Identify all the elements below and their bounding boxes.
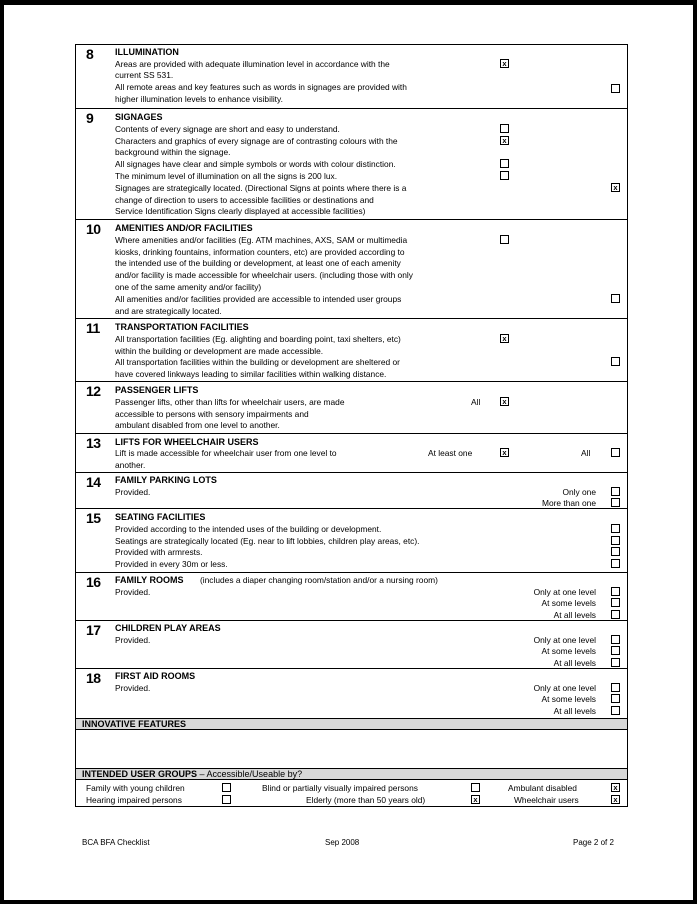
section-number: 8 <box>86 46 94 62</box>
section-text: Provided. <box>115 635 151 645</box>
checkbox[interactable] <box>611 524 620 533</box>
section-title: FAMILY PARKING LOTS <box>115 475 217 485</box>
checkbox[interactable] <box>611 706 620 715</box>
section-text: Provided in every 30m or less. <box>115 559 228 569</box>
option-label: More than one <box>541 498 596 508</box>
checkbox[interactable] <box>611 646 620 655</box>
section-text: Provided according to the intended uses of the building or development. <box>115 524 382 534</box>
section-text: All remote areas and key features such as words in signages are provided with <box>115 82 407 92</box>
section-title: FIRST AID ROOMS <box>115 671 196 681</box>
scan-border-bottom <box>0 900 697 904</box>
section-title: AMENITIES AND/OR FACILITIES <box>115 223 253 233</box>
checkbox-checked[interactable]: x <box>611 783 620 792</box>
section-text: All transportation facilities (Eg. alighting and boarding point, taxi shelters, etc) <box>115 334 401 344</box>
option-label: At some levels <box>541 694 596 704</box>
option-label: All <box>581 448 591 458</box>
section-title: ILLUMINATION <box>115 47 179 57</box>
section-text: have covered linkways leading to similar facilities within walking distance. <box>115 369 387 379</box>
option-label: At some levels <box>541 646 596 656</box>
option-label: At all levels <box>553 706 596 716</box>
section-text: Provided with armrests. <box>115 547 203 557</box>
section-number: 12 <box>86 383 101 399</box>
section-text: Service Identification Signs clearly displayed at accessible facilities) <box>115 206 366 216</box>
section-text: All transportation facilities within the building or development are sheltered or <box>115 357 400 367</box>
section-signages <box>76 108 627 219</box>
section-illumination <box>76 45 627 108</box>
checkbox[interactable] <box>611 658 620 667</box>
section-text: All amenities and/or facilities provided are accessible to intended user groups <box>115 294 402 304</box>
checkbox[interactable] <box>611 487 620 496</box>
option-label: All <box>471 397 481 407</box>
user-group-label: Family with young children <box>86 783 185 793</box>
section-text: Seatings are strategically located (Eg. near to lift lobbies, children play areas, etc). <box>115 536 420 546</box>
checkbox[interactable] <box>611 357 620 366</box>
section-text: current SS 531. <box>115 70 174 80</box>
section-text: Provided. <box>115 487 151 497</box>
section-first-aid-rooms <box>76 668 627 718</box>
section-number: 9 <box>86 110 94 126</box>
checkbox[interactable] <box>611 635 620 644</box>
section-number: 14 <box>86 474 101 490</box>
checkbox[interactable] <box>500 159 509 168</box>
scan-border-right <box>693 0 697 904</box>
checkbox-checked[interactable]: x <box>500 334 509 343</box>
checkbox[interactable] <box>611 683 620 692</box>
checkbox-checked[interactable]: x <box>611 183 620 192</box>
section-text: kiosks, drinking fountains, information counters, etc) are provided according to <box>115 247 405 257</box>
checkbox-checked[interactable]: x <box>471 795 480 804</box>
section-seating <box>76 508 627 572</box>
user-groups-title: INTENDED USER GROUPS <box>82 769 198 779</box>
checkbox[interactable] <box>611 448 620 457</box>
section-text: background within the signage. <box>115 147 231 157</box>
section-title: SEATING FACILITIES <box>115 512 206 522</box>
section-text: within the building or development are made accessible. <box>115 346 324 356</box>
checkbox[interactable] <box>500 235 509 244</box>
option-label: At some levels <box>541 598 596 608</box>
section-text: higher illumination levels to enhance visibility. <box>115 94 283 104</box>
checkbox-checked[interactable]: x <box>500 397 509 406</box>
section-number: 10 <box>86 221 101 237</box>
checkbox[interactable] <box>222 783 231 792</box>
section-text: Characters and graphics of every signage are of contrasting colours with the <box>115 136 398 146</box>
option-label: At all levels <box>553 610 596 620</box>
option-label: Only at one level <box>533 635 596 645</box>
section-text: and are strategically located. <box>115 306 222 316</box>
checkbox[interactable] <box>611 598 620 607</box>
section-text: The minimum level of illumination on all the signs is 200 lux. <box>115 171 338 181</box>
section-title: SIGNAGES <box>115 112 163 122</box>
section-number: 13 <box>86 435 101 451</box>
section-title: LIFTS FOR WHEELCHAIR USERS <box>115 437 259 447</box>
section-wheelchair-lifts <box>76 433 627 472</box>
section-title: PASSENGER LIFTS <box>115 385 199 395</box>
checkbox[interactable] <box>500 124 509 133</box>
user-group-label: Ambulant disabled <box>508 783 577 793</box>
section-number: 16 <box>86 574 101 590</box>
section-text: Provided. <box>115 587 151 597</box>
footer-center: Sep 2008 <box>325 838 360 847</box>
section-text: Areas are provided with adequate illumination level in accordance with the <box>115 59 390 69</box>
scan-border-left <box>0 0 4 904</box>
section-amenities <box>76 219 627 318</box>
innovative-features-header <box>76 718 627 730</box>
innovative-features-body[interactable] <box>76 730 627 768</box>
footer-right: Page 2 of 2 <box>573 838 614 847</box>
checkbox-checked[interactable]: x <box>500 448 509 457</box>
section-text: ambulant disabled from one level to another. <box>115 420 280 430</box>
section-text: and/or facility is made accessible for wheelchair users. (including those with only <box>115 270 413 280</box>
checkbox[interactable] <box>611 559 620 568</box>
section-text: accessible to persons with sensory impairments and <box>115 409 309 419</box>
checkbox[interactable] <box>611 84 620 93</box>
section-text: Passenger lifts, other than lifts for wheelchair users, are made <box>115 397 345 407</box>
section-number: 11 <box>86 320 100 336</box>
section-title-extra: (includes a diaper changing room/station and/or a nursing room) <box>200 575 438 585</box>
section-text: change of direction to users to accessible facilities or destinations and <box>115 195 374 205</box>
checkbox[interactable] <box>611 610 620 619</box>
checkbox-checked[interactable]: x <box>500 59 509 68</box>
section-title: FAMILY ROOMS <box>115 575 184 585</box>
section-family-rooms <box>76 572 627 620</box>
section-number: 17 <box>86 622 101 638</box>
section-text: All signages have clear and simple symbols or words with colour distinction. <box>115 159 396 169</box>
option-label: Only one <box>562 487 596 497</box>
section-text: one of the same amenity and/or facility) <box>115 282 262 292</box>
user-group-label: Wheelchair users <box>514 795 579 805</box>
section-number: 15 <box>86 510 101 526</box>
section-title: CHILDREN PLAY AREAS <box>115 623 221 633</box>
checkbox-checked[interactable]: x <box>611 795 620 804</box>
user-groups-subtitle: – Accessible/Useable by? <box>199 769 303 779</box>
innovative-features-title: INNOVATIVE FEATURES <box>82 719 187 729</box>
footer-left: BCA BFA Checklist <box>82 838 150 847</box>
checkbox[interactable] <box>222 795 231 804</box>
checkbox[interactable] <box>611 587 620 596</box>
user-group-label: Blind or partially visually impaired persons <box>262 783 418 793</box>
section-text: another. <box>115 460 146 470</box>
user-groups-header <box>76 768 627 780</box>
checkbox[interactable] <box>611 498 620 507</box>
option-label: Only at one level <box>533 683 596 693</box>
scan-border-top <box>0 0 697 5</box>
checkbox[interactable] <box>471 783 480 792</box>
user-group-label: Elderly (more than 50 years old) <box>306 795 426 805</box>
section-family-parking <box>76 472 627 508</box>
user-group-label: Hearing impaired persons <box>86 795 182 805</box>
section-text: Signages are strategically located. (Directional Signs at points where there is a <box>115 183 407 193</box>
checkbox-checked[interactable]: x <box>500 136 509 145</box>
option-label: At least one <box>428 448 473 458</box>
checkbox[interactable] <box>611 694 620 703</box>
section-children-play-areas <box>76 620 627 668</box>
option-label: At all levels <box>553 658 596 668</box>
section-transportation <box>76 318 627 381</box>
section-title: TRANSPORTATION FACILITIES <box>115 322 249 332</box>
section-number: 18 <box>86 670 101 686</box>
section-passenger-lifts <box>76 381 627 433</box>
section-text: the intended use of the building or development, at least one of each amenity <box>115 258 401 268</box>
checkbox[interactable] <box>500 171 509 180</box>
option-label: Only at one level <box>533 587 596 597</box>
section-text: Where amenities and/or facilities (Eg. ATM machines, AXS, SAM or multimedia <box>115 235 408 245</box>
checkbox[interactable] <box>611 547 620 556</box>
section-text: Lift is made accessible for wheelchair user from one level to <box>115 448 337 458</box>
section-text: Provided. <box>115 683 151 693</box>
checkbox[interactable] <box>611 536 620 545</box>
checkbox[interactable] <box>611 294 620 303</box>
section-text: Contents of every signage are short and easy to understand. <box>115 124 340 134</box>
